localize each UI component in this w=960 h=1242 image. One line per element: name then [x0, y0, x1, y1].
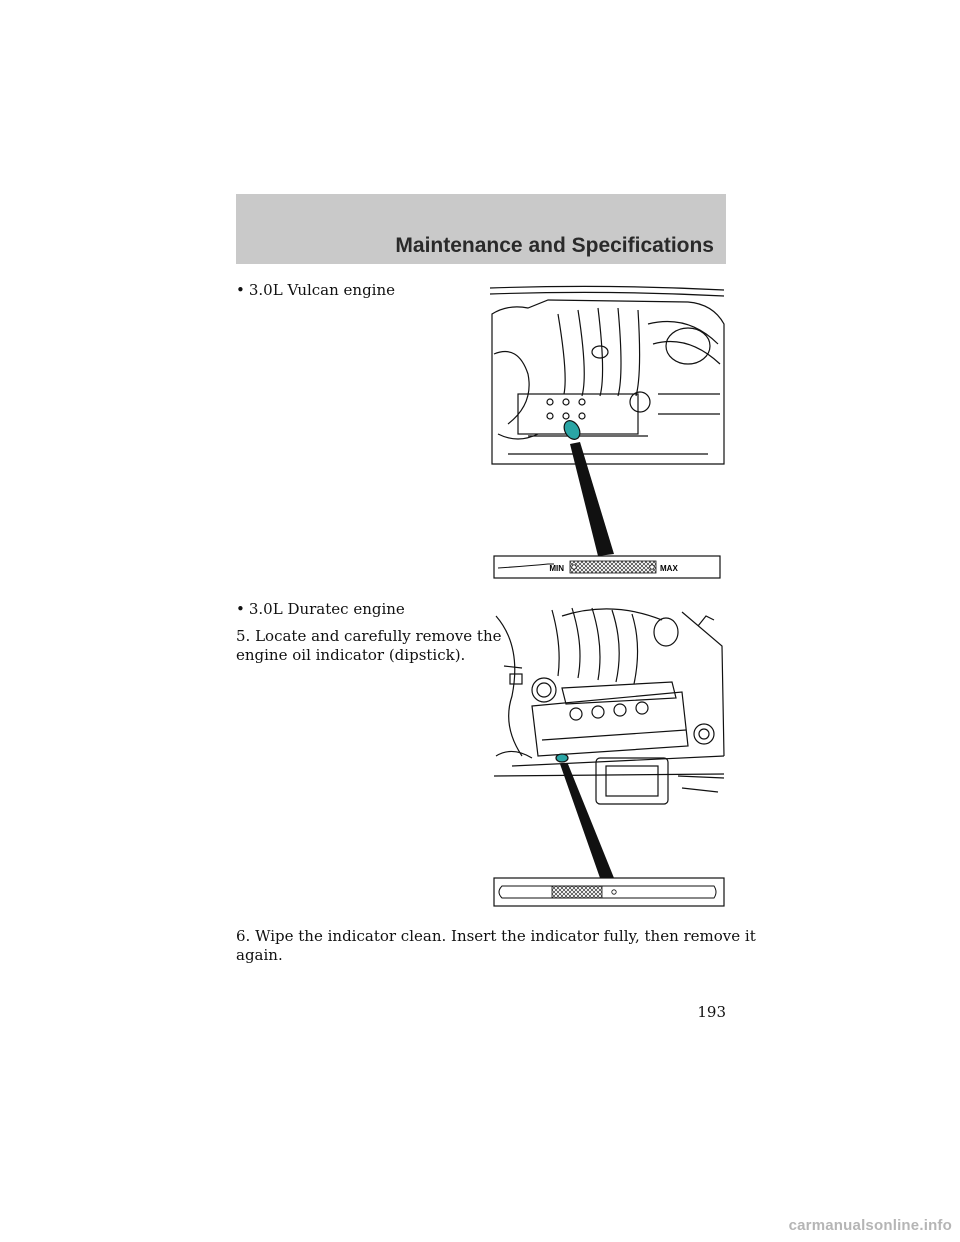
vulcan-engine-illustration: [488, 284, 728, 584]
step-5-line-1: 5. Locate and carefully remove the: [236, 627, 502, 645]
vulcan-engine-item: [236, 281, 395, 300]
section-header: [236, 194, 726, 264]
duratec-engine-item: [236, 600, 405, 619]
step-6-line-2: again.: [236, 946, 283, 964]
bullet: •: [236, 600, 245, 618]
duratec-engine-illustration: [492, 606, 728, 910]
section-title: Maintenance and Specifications: [395, 234, 714, 257]
watermark: carmanualsonline.info: [788, 1217, 952, 1234]
step-5-line-2: engine oil indicator (dipstick).: [236, 646, 466, 664]
vulcan-engine-label: 3.0L Vulcan engine: [248, 281, 396, 299]
duratec-engine-label: 3.0L Duratec engine: [248, 600, 405, 618]
bullet: •: [236, 281, 245, 299]
dipstick-min-label: MIN: [549, 564, 564, 573]
dipstick-max-label: MAX: [660, 564, 678, 573]
page-number: 193: [697, 1003, 726, 1021]
step-6-line-1: 6. Wipe the indicator clean. Insert the indicator fully, then remove it: [236, 927, 756, 945]
